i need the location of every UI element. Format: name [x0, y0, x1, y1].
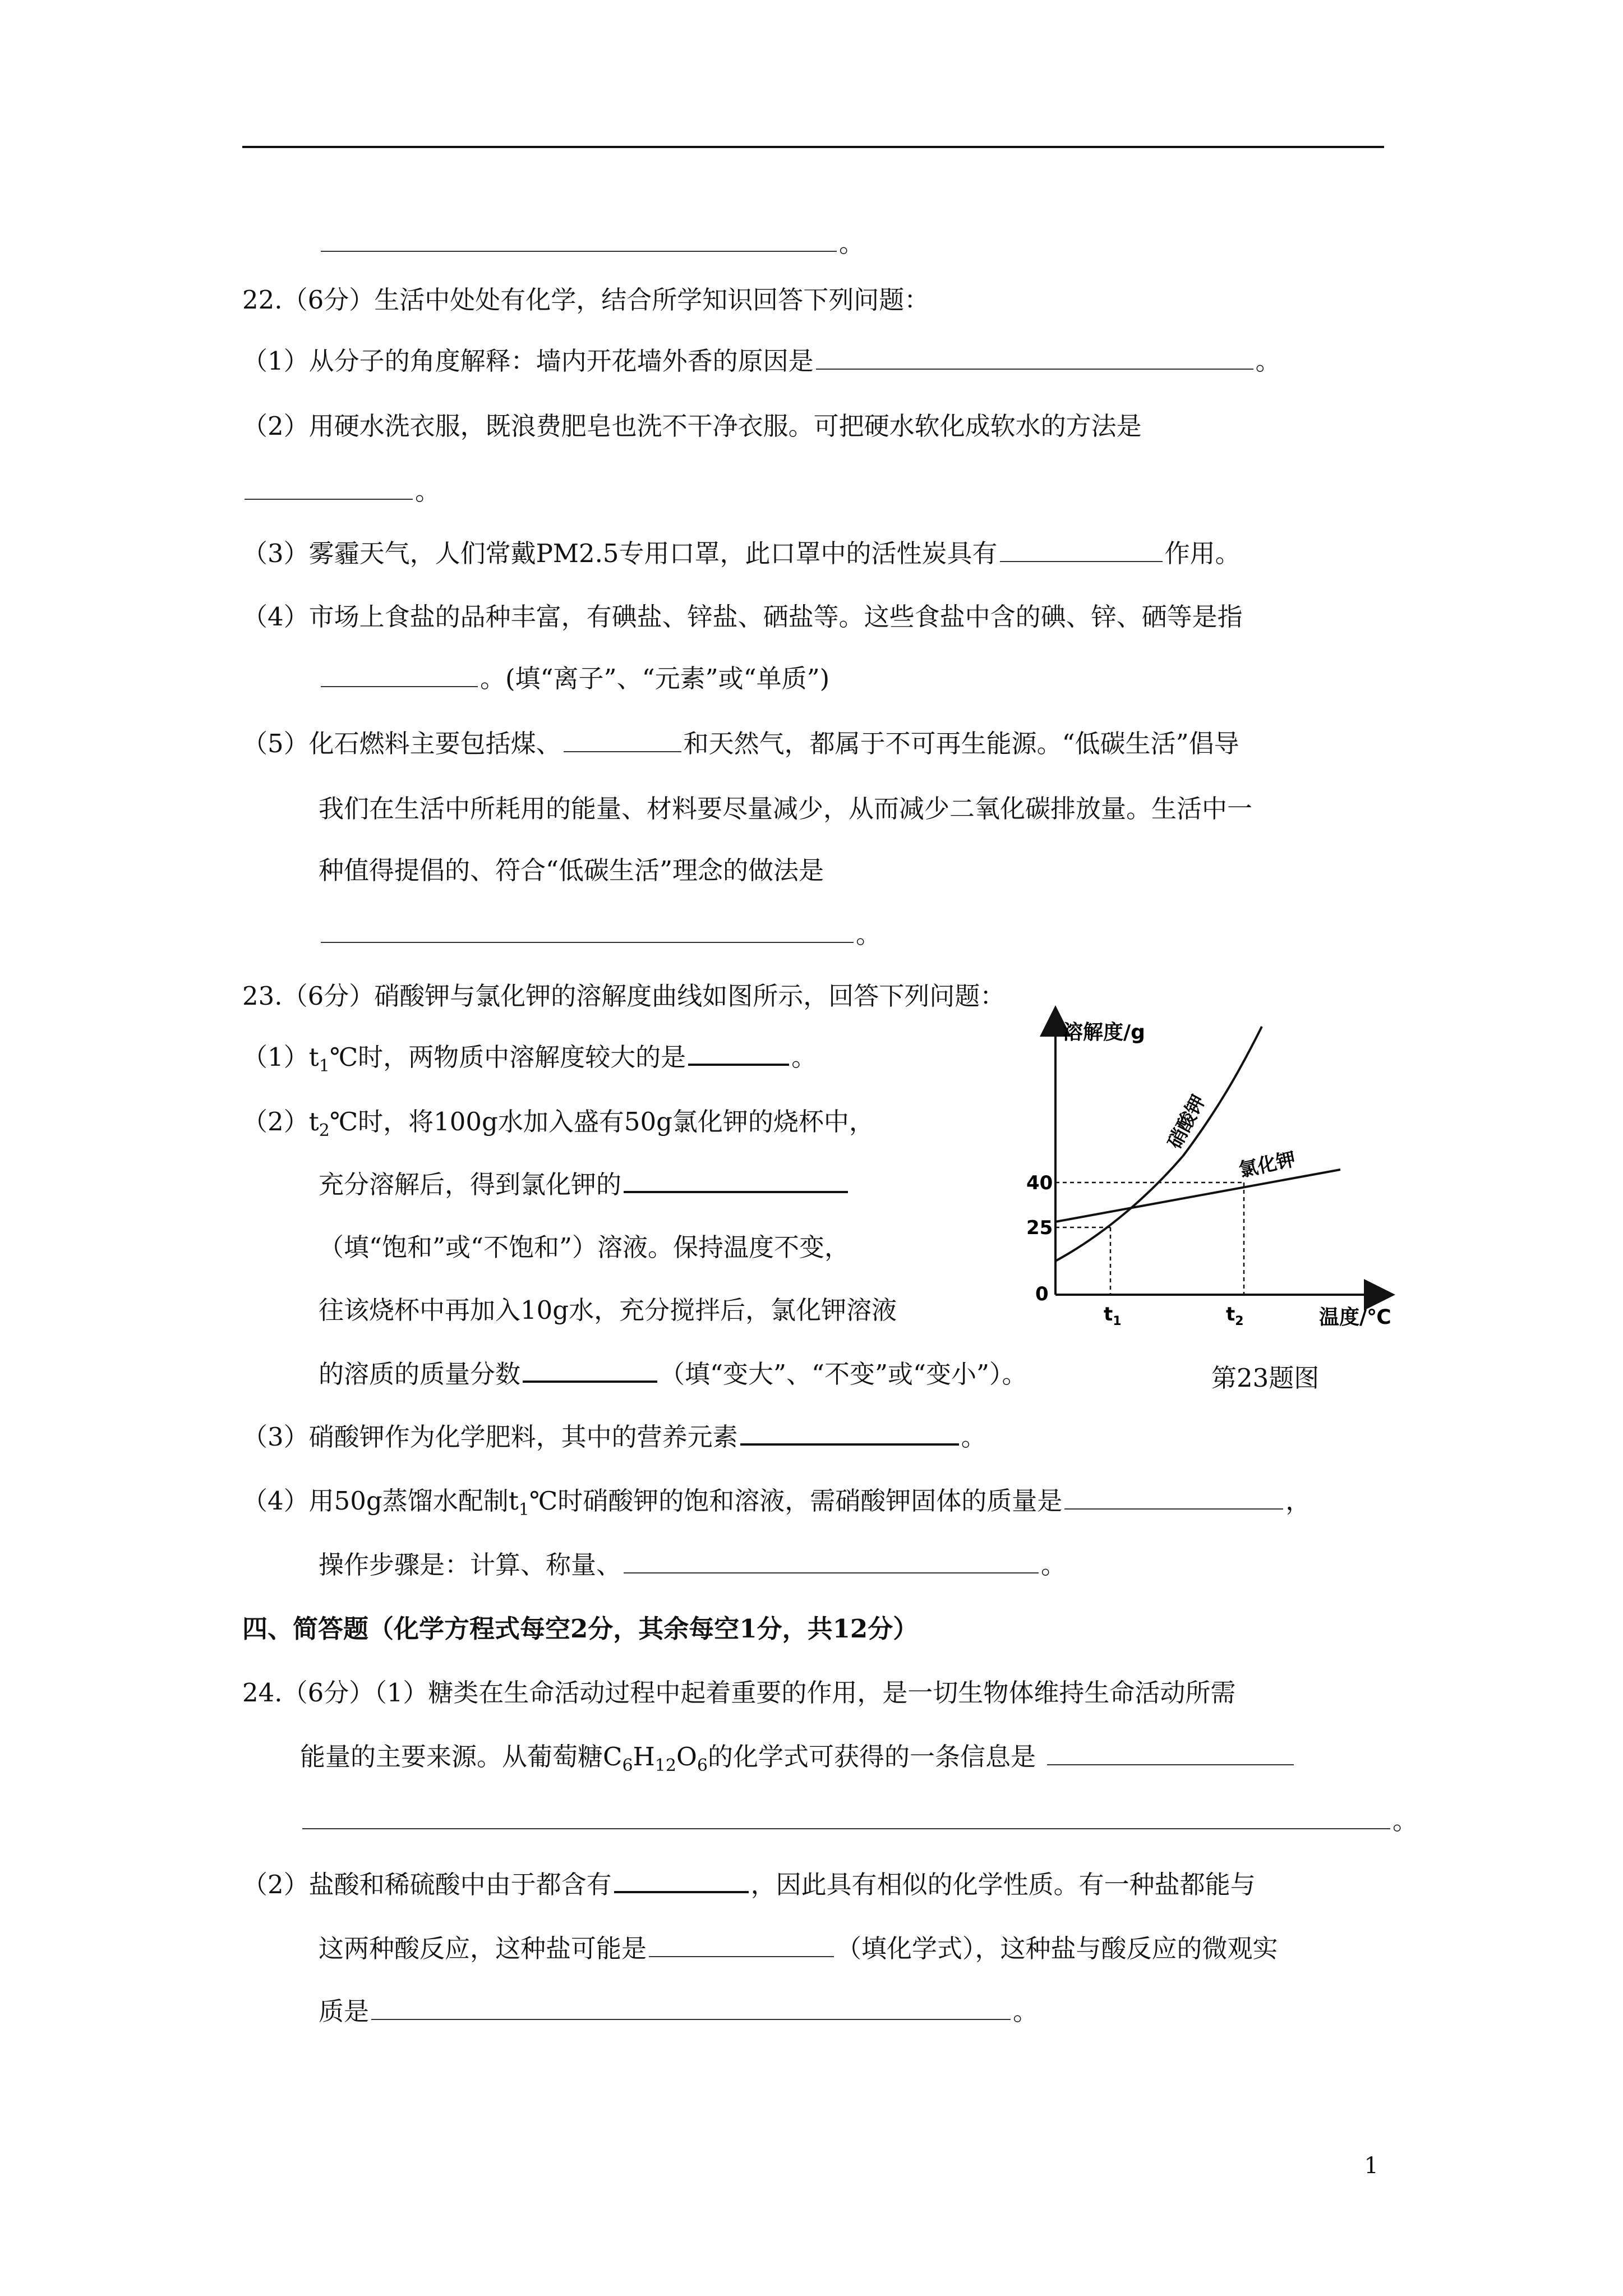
q23-part1: $(1)t_1℃$时，两物质中溶解度较大的是 。 [242, 1042, 817, 1076]
q24-part1-answer: 。 [300, 1804, 1418, 1838]
q23-part2: $(2)t_2℃$时，将100g水加入盛有50g氯化钾的烧杯中， [242, 1107, 874, 1140]
q22-part2: （2）用硬水洗衣服，既浪费肥皂也洗不干净衣服。可把硬水软化成软水的方法是 [242, 411, 1142, 441]
q23-part2-line4: 往该烧杯中再加入10g水，充分搅拌后，氯化钾溶液 [319, 1295, 897, 1325]
q23-part4-line2: 操作步骤是：计算、称量、 。 [319, 1550, 1067, 1580]
answer-blank[interactable] [321, 919, 854, 943]
answer-blank[interactable] [624, 1168, 848, 1193]
continuation-line: 。 [319, 227, 864, 260]
answer-blank[interactable] [321, 228, 837, 252]
kno3-label: 硝酸钾 [1163, 1091, 1210, 1153]
q23-stem: 23.（6分）硝酸钾与氯化钾的溶解度曲线如图所示，回答下列问题： [242, 981, 1006, 1011]
q23-part4: （4）用50g蒸馏水配制$t_1℃$时硝酸钾的饱和溶液，需硝酸钾固体的质量是 ， [242, 1486, 1311, 1520]
y-axis-label: 溶解度/g [1063, 1021, 1145, 1044]
q22-part2-answer: 。 [242, 475, 440, 508]
q22-stem: 22.（6分）生活中处处有化学，结合所学知识回答下列问题： [242, 285, 930, 315]
q22-part4-answer: 。(填“离子”、“元素”或“单质”) [319, 662, 829, 696]
answer-blank[interactable] [564, 729, 681, 752]
q24-part2: （2）盐酸和稀硫酸中由于都含有 ，因此具有相似的化学性质。有一种盐都能与 [242, 1870, 1256, 1899]
figure-caption: 第23题图 [1211, 1363, 1320, 1393]
answer-blank[interactable] [523, 1358, 657, 1383]
answer-blank[interactable] [245, 476, 413, 500]
q23-part2-line2: 充分溶解后，得到氯化钾的 [319, 1168, 850, 1202]
q24-part2-line3: 质是 。 [319, 1996, 1039, 2026]
answer-blank[interactable] [649, 1934, 834, 1957]
q24-part1: 24.（6分）（1）糖类在生命活动过程中起着重要的作用，是一切生物体维持生命活动所需 [242, 1678, 1236, 1708]
answer-blank[interactable] [1064, 1486, 1283, 1510]
page-number: 1 [1364, 2153, 1378, 2179]
q22-part1: （1）从分子的角度解释：墙内开花墙外香的原因是 。 [242, 346, 1281, 376]
section-4-title: 四、简答题（化学方程式每空2分，其余每空1分，共12分） [242, 1614, 919, 1644]
answer-blank[interactable] [1000, 539, 1163, 562]
answer-blank[interactable] [1047, 1742, 1294, 1765]
answer-blank[interactable] [371, 1996, 1011, 2020]
answer-blank[interactable] [816, 346, 1253, 370]
answer-blank[interactable] [688, 1041, 789, 1066]
glucose-formula: $C_6H_{12}O_6$ [603, 1742, 708, 1775]
kcl-curve [1055, 1170, 1340, 1222]
q23-part2-line3: （填“饱和”或“不饱和”）溶液。保持温度不变， [319, 1232, 850, 1262]
y-tick-25: 25 [1026, 1217, 1053, 1239]
answer-blank[interactable] [321, 664, 478, 687]
origin-label: 0 [1035, 1283, 1049, 1305]
answer-blank[interactable] [614, 1869, 749, 1893]
y-tick-40: 40 [1026, 1172, 1053, 1194]
q22-part4: （4）市场上食盐的品种丰富，有碘盐、锌盐、硒盐等。这些食盐中含的碘、锌、硒等是指 [242, 602, 1243, 632]
x-tick-t2: $t_2$ [1226, 1303, 1244, 1328]
q23-part2-line5: 的溶质的质量分数 （填“变大”、“不变”或“变小”）。 [319, 1359, 1027, 1389]
x-axis-label: 温度/℃ [1319, 1306, 1391, 1329]
x-tick-t1: $t_1$ [1104, 1303, 1122, 1328]
q22-part5-line2: 我们在生活中所耗用的能量、材料要尽量减少，从而减少二氧化碳排放量。生活中一 [319, 794, 1253, 823]
kno3-curve [1055, 1027, 1262, 1261]
kcl-label: 氯化钾 [1237, 1148, 1298, 1182]
header-rule [242, 146, 1384, 148]
q22-part5: （5）化石燃料主要包括煤、 和天然气，都属于不可再生能源。“低碳生活”倡导 [242, 729, 1239, 758]
q24-part2-line2: 这两种酸反应，这种盐可能是 （填化学式），这种盐与酸反应的微观实 [319, 1934, 1278, 1963]
q22-part5-line3: 种值得提倡的、符合“低碳生活”理念的做法是 [319, 855, 824, 885]
q23-part3: （3）硝酸钾作为化学肥料，其中的营养元素 。 [242, 1422, 986, 1452]
answer-blank[interactable] [740, 1421, 959, 1446]
solubility-chart [998, 1004, 1424, 1329]
answer-blank[interactable] [302, 1806, 1390, 1829]
q22-part3: （3）雾霾天气，人们常戴PM2.5专用口罩，此口罩中的活性炭具有 作用。 [242, 539, 1241, 568]
q24-part1-line2: 能量的主要来源。从葡萄糖$C_6H_{12}O_6$的化学式可获得的一条信息是 [300, 1740, 1296, 1783]
solubility-curve-figure [998, 1004, 1424, 1329]
answer-blank[interactable] [624, 1550, 1039, 1573]
q22-part5-answer: 。 [319, 918, 881, 951]
